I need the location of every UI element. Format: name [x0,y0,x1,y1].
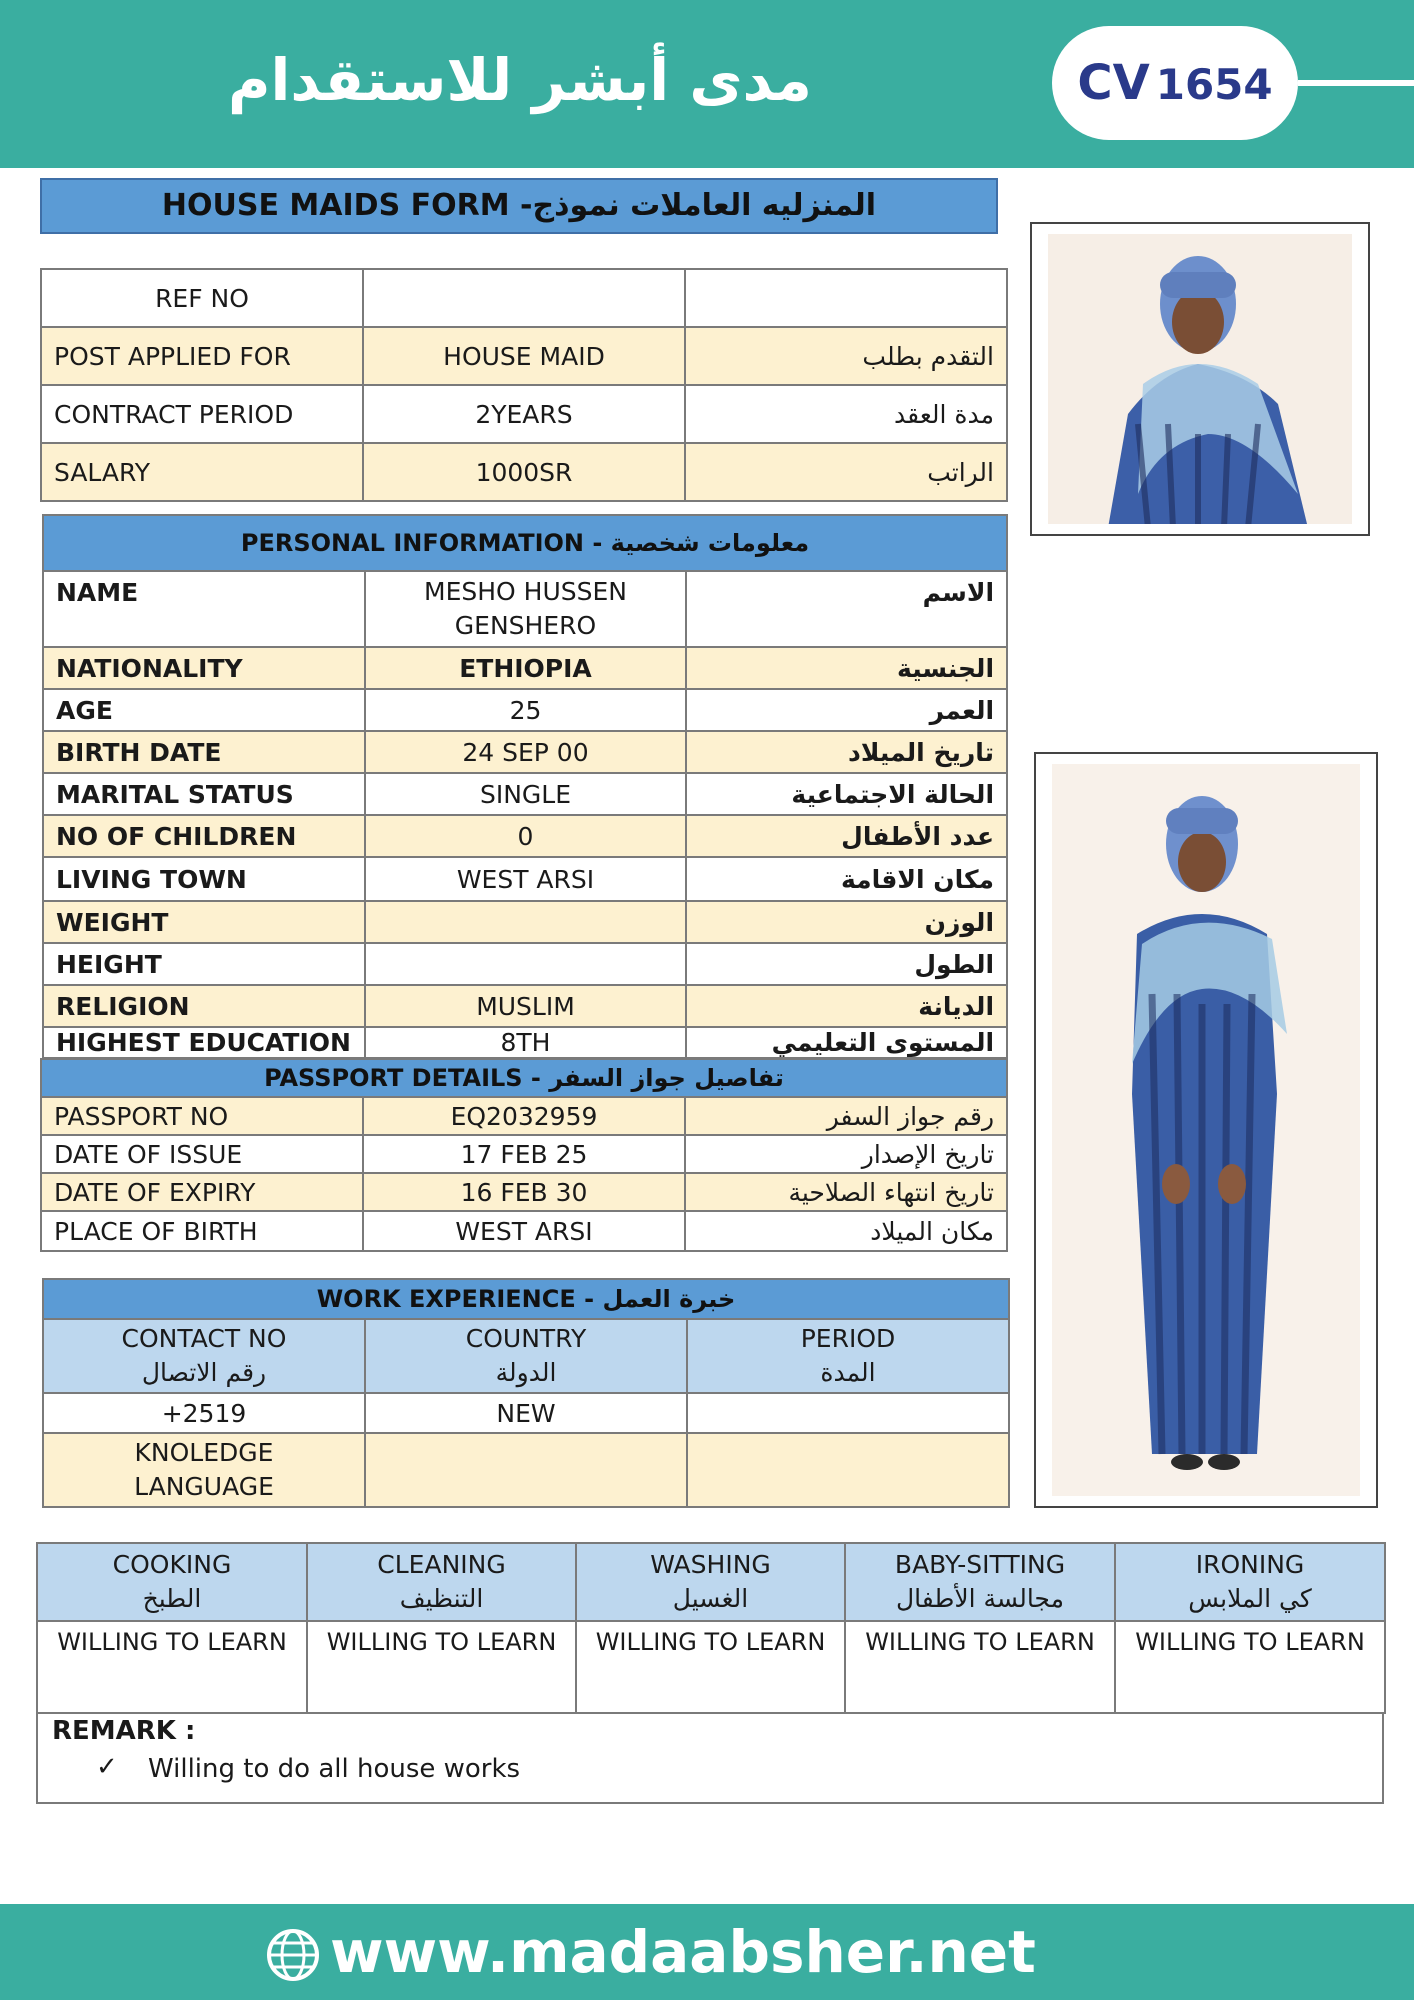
brand-name: مدى أبشر للاستقدام [228,46,812,114]
skill-cooking-en: COOKING [112,1550,232,1579]
checkmark-icon: ✓ [96,1752,118,1782]
children-ar: عدد الأطفال [686,815,1007,857]
remark-text: Willing to do all house works [148,1754,521,1784]
salary-ar: الراتب [685,443,1007,501]
skill-cooking-ar: الطبخ [142,1584,202,1613]
passport-no-ar: رقم جواز السفر [685,1097,1007,1135]
passport-no-value: EQ2032959 [363,1097,685,1135]
job-table [40,268,1008,502]
website-link[interactable]: www.madaabsher.net [330,1918,1036,1986]
full-body-figure-icon [1052,764,1360,1496]
passport-table [40,1058,1008,1252]
nationality-value: ETHIOPIA [365,647,686,689]
living-town-value: WEST ARSI [365,857,686,901]
knowledge-language-label [43,1433,365,1507]
post-label: POST APPLIED FOR [41,327,363,385]
skill-ironing-level: WILLING TO LEARN [1115,1621,1385,1713]
skill-washing-level: WILLING TO LEARN [576,1621,845,1713]
age-value: 25 [365,689,686,731]
skills-table [36,1542,1386,1714]
skill-ironing [1115,1543,1385,1621]
marital-status-ar: الحالة الاجتماعية [686,773,1007,815]
work-header-contact-en: CONTACT NO [121,1324,287,1353]
name-ar: الاسم [686,571,1007,647]
issue-date-ar: تاريخ الإصدار [685,1135,1007,1173]
height-ar: الطول [686,943,1007,985]
full-body-photo [1034,752,1378,1508]
skill-cleaning-level: WILLING TO LEARN [307,1621,576,1713]
work-header-contact [43,1319,365,1393]
work-header-period [687,1319,1009,1393]
knowledge-value-2 [687,1433,1009,1507]
language-label: LANGUAGE [134,1472,274,1501]
post-value: HOUSE MAID [363,327,685,385]
cv-number [1052,26,1298,140]
full-body-photo-image [1052,764,1360,1496]
age-label: AGE [43,689,365,731]
portrait-photo-image [1048,234,1352,524]
weight-label: WEIGHT [43,901,365,943]
knowledge-label: KNOLEDGE [134,1438,274,1467]
personal-info-title: PERSONAL INFORMATION - معلومات شخصية [43,515,1007,571]
living-town-ar: مكان الاقامة [686,857,1007,901]
weight-ar: الوزن [686,901,1007,943]
skill-baby-sitting [845,1543,1115,1621]
work-header-contact-ar: رقم الاتصال [141,1358,267,1387]
birth-date-label: BIRTH DATE [43,731,365,773]
passport-no-label: PASSPORT NO [41,1097,363,1135]
living-town-label: LIVING TOWN [43,857,365,901]
work-title: WORK EXPERIENCE - خبرة العمل [43,1279,1009,1319]
passport-title: PASSPORT DETAILS - تفاصيل جواز السفر [41,1059,1007,1097]
ref-no-ar [685,269,1007,327]
name-value: MESHO HUSSEN GENSHERO [365,571,686,647]
skill-ironing-ar: كي الملابس [1188,1584,1312,1613]
contract-ar: مدة العقد [685,385,1007,443]
remark-label: REMARK : [52,1716,196,1746]
cv-prefix: CV [1077,55,1150,111]
nationality-label: NATIONALITY [43,647,365,689]
education-label: HIGHEST EDUCATION [43,1027,365,1058]
issue-date-label: DATE OF ISSUE [41,1135,363,1173]
religion-ar: الديانة [686,985,1007,1027]
birth-date-value: 24 SEP 00 [365,731,686,773]
form-title: HOUSE MAIDS FORM -المنزليه العاملات نموذج [40,178,998,234]
contract-label: CONTRACT PERIOD [41,385,363,443]
children-label: NO OF CHILDREN [43,815,365,857]
education-ar: المستوى التعليمي [686,1027,1007,1058]
nationality-ar: الجنسية [686,647,1007,689]
work-experience-table [42,1278,1010,1508]
birth-place-value: WEST ARSI [363,1211,685,1251]
salary-label: SALARY [41,443,363,501]
education-value: 8TH [365,1027,686,1058]
skill-washing-en: WASHING [650,1550,771,1579]
marital-status-label: MARITAL STATUS [43,773,365,815]
height-value [365,943,686,985]
knowledge-value-1 [365,1433,687,1507]
birth-date-ar: تاريخ الميلاد [686,731,1007,773]
expiry-date-ar: تاريخ انتهاء الصلاحية [685,1173,1007,1211]
skill-washing [576,1543,845,1621]
birth-place-label: PLACE OF BIRTH [41,1211,363,1251]
skill-washing-ar: الغسيل [672,1584,749,1613]
cv-number-value: 1654 [1155,60,1273,109]
globe-icon [266,1928,320,1982]
age-ar: العمر [686,689,1007,731]
ref-no-value [363,269,685,327]
religion-value: MUSLIM [365,985,686,1027]
issue-date-value: 17 FEB 25 [363,1135,685,1173]
ref-no-label: REF NO [41,269,363,327]
contract-value: 2YEARS [363,385,685,443]
skill-baby-sitting-en: BABY-SITTING [894,1550,1066,1579]
work-header-country-ar: الدولة [495,1358,557,1387]
skill-cleaning-ar: التنظيف [399,1584,484,1613]
work-period-value [687,1393,1009,1433]
religion-label: RELIGION [43,985,365,1027]
work-header-country-en: COUNTRY [465,1324,587,1353]
children-value: 0 [365,815,686,857]
post-ar: التقدم بطلب [685,327,1007,385]
name-label: NAME [43,571,365,647]
expiry-date-label: DATE OF EXPIRY [41,1173,363,1211]
birth-place-ar: مكان الميلاد [685,1211,1007,1251]
personal-info-table [42,514,1008,1059]
work-header-country [365,1319,687,1393]
work-header-period-en: PERIOD [800,1324,896,1353]
weight-value [365,901,686,943]
skill-baby-sitting-level: WILLING TO LEARN [845,1621,1115,1713]
salary-value: 1000SR [363,443,685,501]
skill-ironing-en: IRONING [1195,1550,1305,1579]
work-header-period-ar: المدة [820,1358,876,1387]
work-contact-value: +2519 [43,1393,365,1433]
skill-cleaning-en: CLEANING [377,1550,506,1579]
portrait-photo [1030,222,1370,536]
height-label: HEIGHT [43,943,365,985]
skill-cooking-level: WILLING TO LEARN [37,1621,307,1713]
skill-cleaning [307,1543,576,1621]
portrait-figure-icon [1048,234,1352,524]
marital-status-value: SINGLE [365,773,686,815]
skill-baby-sitting-ar: مجالسة الأطفال [896,1584,1064,1613]
header-divider [1298,80,1414,86]
skill-cooking [37,1543,307,1621]
expiry-date-value: 16 FEB 30 [363,1173,685,1211]
work-country-value: NEW [365,1393,687,1433]
